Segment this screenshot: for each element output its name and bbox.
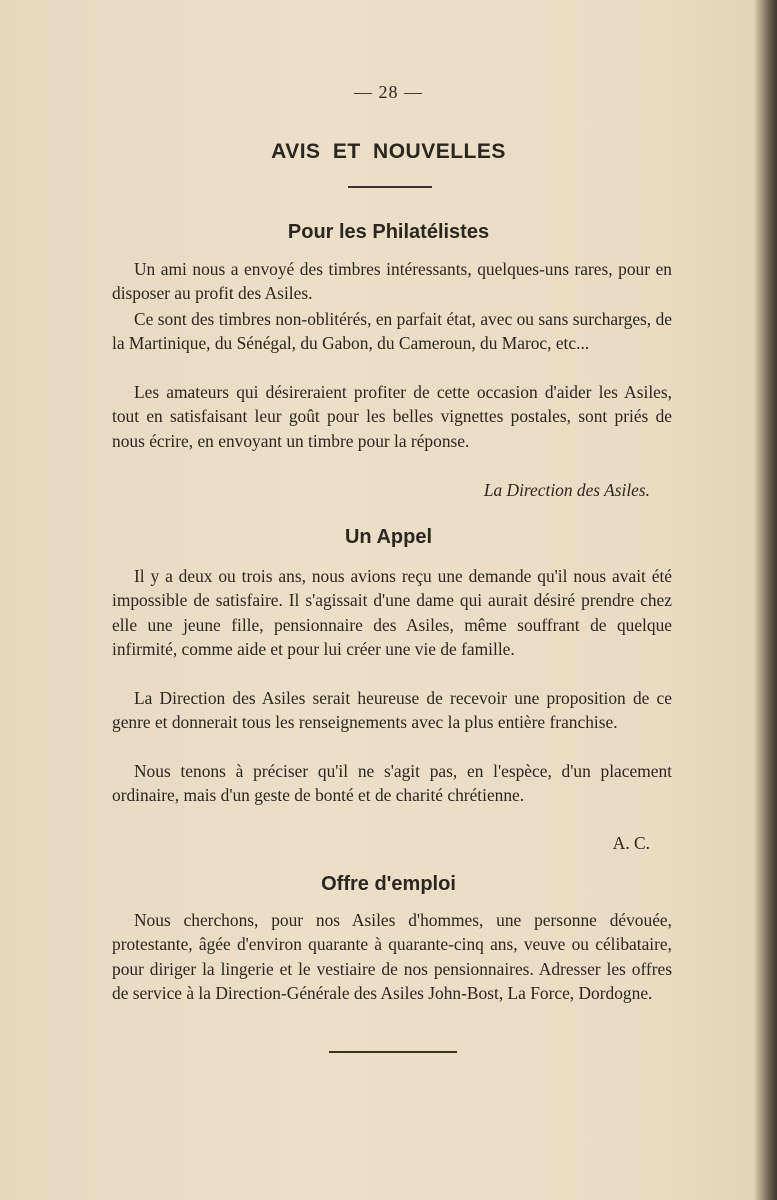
section-heading-philatelistes: Pour les Philatélistes [287,221,490,243]
section-heading-offre-emploi: Offre d'emploi [321,873,456,895]
paragraph: Un ami nous a envoyé des timbres intéressants, quelques-uns rares, pour en disposer au profit des Asiles. [112,259,672,304]
paragraph: Ce sont des timbres non-oblitérés, en parfait état, avec ou sans surcharges, de la Martinique, du Sénégal, du Gabon, du Cameroun, du Maroc, etc... [112,309,672,354]
end-divider [329,1051,457,1053]
title-divider [348,186,432,188]
paragraph: La Direction des Asiles serait heureuse de recevoir une proposition de ce genre et donnerait tous les renseignements avec la plus entière franchise. [112,688,672,733]
paragraph: Il y a deux ou trois ans, nous avions reçu une demande qu'il nous avait été impossible de satisfaire. Il s'agissait d'une dame qui aurait désiré prendre chez elle une jeune fille, pensionnaire des Asiles, même souffrant de quelque infirmité, comme aide et pour lui créer une vie de famille. [112,566,672,660]
paragraph: Les amateurs qui désireraient profiter de cette occasion d'aider les Asiles, tout en satisfaisant leur goût pour les belles vignettes postales, sont priés de nous écrire, en envoyant un timbre pour la réponse. [112,382,672,451]
page-title: AVIS ET NOUVELLES [271,140,506,163]
signature: La Direction des Asiles. [483,480,650,500]
signature: A. C. [612,833,650,853]
page-number: — 28 — [354,82,423,102]
paragraph: Nous cherchons, pour nos Asiles d'hommes, une personne dévouée, protestante, âgée d'environ quarante à quarante-cinq ans, veuve ou célibataire, pour diriger la lingerie et le vestiaire de nos pensionnaires. Adresser les offres de service à la Direction-Générale des Asiles John-Bost, La Force, Dordogne. [112,910,672,1004]
section-heading-appel: Un Appel [344,526,433,548]
paragraph: Nous tenons à préciser qu'il ne s'agit pas, en l'espèce, d'un placement ordinaire, mais d'un geste de bonté et de charité chrétienne. [112,761,672,806]
